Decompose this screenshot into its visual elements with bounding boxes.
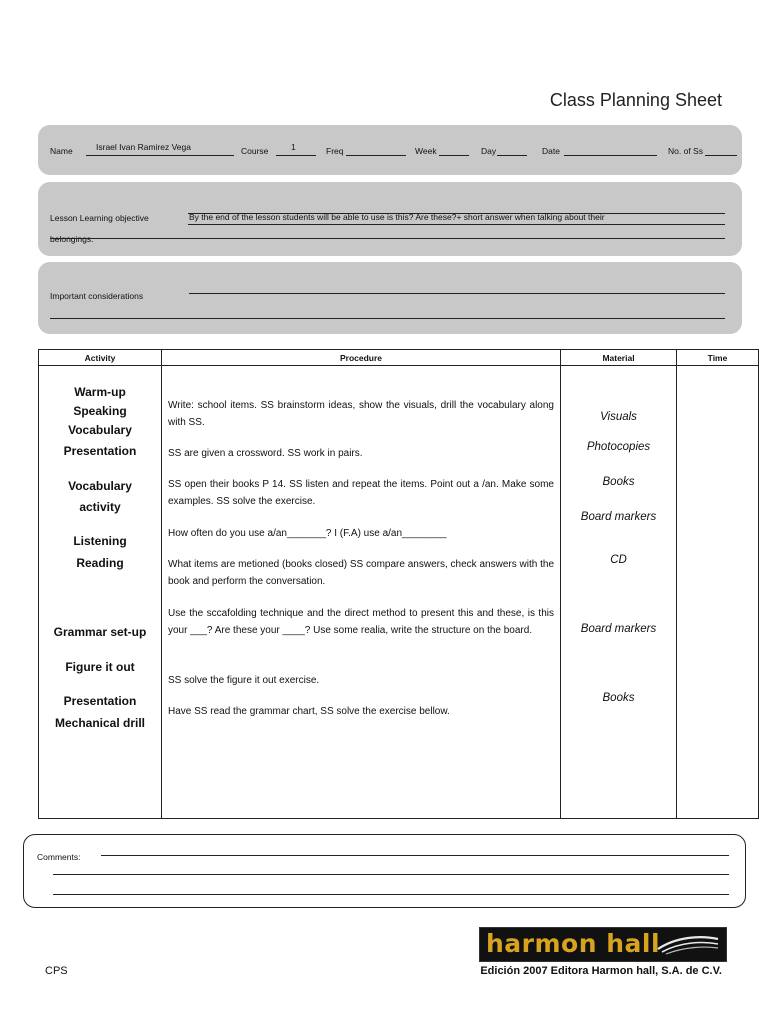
procedure-item: Write: school items. SS brainstorm ideas, show the visuals, drill the vocabulary along with SS. (168, 400, 554, 428)
plan-table (38, 349, 759, 819)
activity-item: Mechanical drill (54, 716, 146, 730)
activity-item: activity (79, 500, 121, 514)
time-column[interactable] (677, 366, 759, 819)
considerations-label: Important considerations (50, 291, 144, 301)
comments-box[interactable] (23, 834, 746, 908)
material-column (561, 366, 677, 819)
footer-code: CPS (45, 965, 68, 977)
procedure-item: SS are given a crossword. SS work in pairs. (168, 448, 363, 459)
week-line (439, 155, 469, 156)
page-title: Class Planning Sheet (549, 90, 722, 110)
date-label: Date (542, 146, 560, 156)
considerations-rule-1 (189, 293, 725, 294)
considerations-panel (38, 262, 742, 334)
objective-rule-top (188, 213, 725, 214)
procedure-item: SS solve the figure it out exercise. (168, 675, 320, 686)
activity-item: Vocabulary (68, 423, 132, 437)
procedure-column (162, 366, 561, 819)
material-item: Board markers (580, 623, 657, 635)
footer-edition: Edición 2007 Editora Harmon hall, S.A. de C.V. (480, 965, 722, 977)
logo-text: harmon hall (486, 929, 661, 958)
course-label: Course (241, 146, 269, 156)
swoosh-icon (656, 933, 720, 955)
week-label: Week (415, 146, 437, 156)
objective-rule-1 (188, 224, 725, 225)
objective-text-line-1: By the end of the lesson students will be able to use is this? Are these?+ short answer when talking about their (189, 212, 605, 222)
considerations-rule-2 (50, 318, 725, 319)
harmon-hall-logo (479, 927, 727, 962)
activity-item: Reading (76, 556, 124, 570)
name-line (86, 155, 234, 156)
day-line (497, 155, 527, 156)
objective-text-line-2: belongings. (50, 234, 94, 244)
procedure-item: How often do you use a/an_______? I (F.A) use a/an________ (168, 528, 447, 539)
procedure-item: Have SS read the grammar chart, SS solve the exercise bellow. (168, 706, 450, 717)
ss-count-label: No. of Ss (668, 146, 703, 156)
date-line (564, 155, 657, 156)
course-value: 1 (291, 142, 296, 152)
freq-line (346, 155, 406, 156)
activity-item: Presentation (63, 444, 137, 458)
day-label: Day (481, 146, 497, 156)
material-item: Board markers (580, 511, 657, 523)
course-line (276, 155, 316, 156)
objective-rule-2 (50, 238, 725, 239)
comments-rule-1 (101, 855, 729, 856)
procedure-item: What items are metioned (books closed) SS compare answers, check answers with the book and perform the conversation. (168, 559, 554, 587)
comments-rule-2 (53, 874, 729, 875)
comments-rule-3 (53, 894, 729, 895)
activity-item: Figure it out (65, 660, 135, 674)
material-item: Books (602, 692, 635, 704)
name-value: Israel Ivan Ramirez Vega (96, 142, 191, 152)
activity-item: Presentation (63, 694, 137, 708)
material-item: Books (602, 476, 635, 488)
header-activity: Activity (39, 350, 162, 366)
activity-item: Grammar set-up (53, 625, 147, 639)
header-time: Time (677, 350, 759, 366)
header-procedure: Procedure (162, 350, 561, 366)
procedure-item: Use the sccafolding technique and the direct method to present this and these, is this your ___? Are these your ____? Use some realia, write the structure on the board. (168, 608, 554, 636)
activity-item: Vocabulary (68, 479, 132, 493)
comments-label: Comments: (37, 852, 81, 862)
procedure-item: SS open their books P 14. SS listen and repeat the items. Point out a /an. Make some examples. SS solve the exercise. (168, 479, 554, 507)
material-item: Visuals (600, 411, 637, 423)
objective-label: Lesson Learning objective (50, 213, 149, 223)
activity-item: Speaking (73, 404, 127, 418)
material-item: CD (610, 554, 627, 566)
activity-item: Listening (73, 534, 127, 548)
name-label: Name (50, 146, 73, 156)
activity-item: Warm-up (74, 385, 126, 399)
ss-count-line (705, 155, 737, 156)
activity-column (39, 366, 162, 819)
header-material: Material (561, 350, 677, 366)
material-item: Photocopies (586, 441, 651, 453)
freq-label: Freq (326, 146, 344, 156)
